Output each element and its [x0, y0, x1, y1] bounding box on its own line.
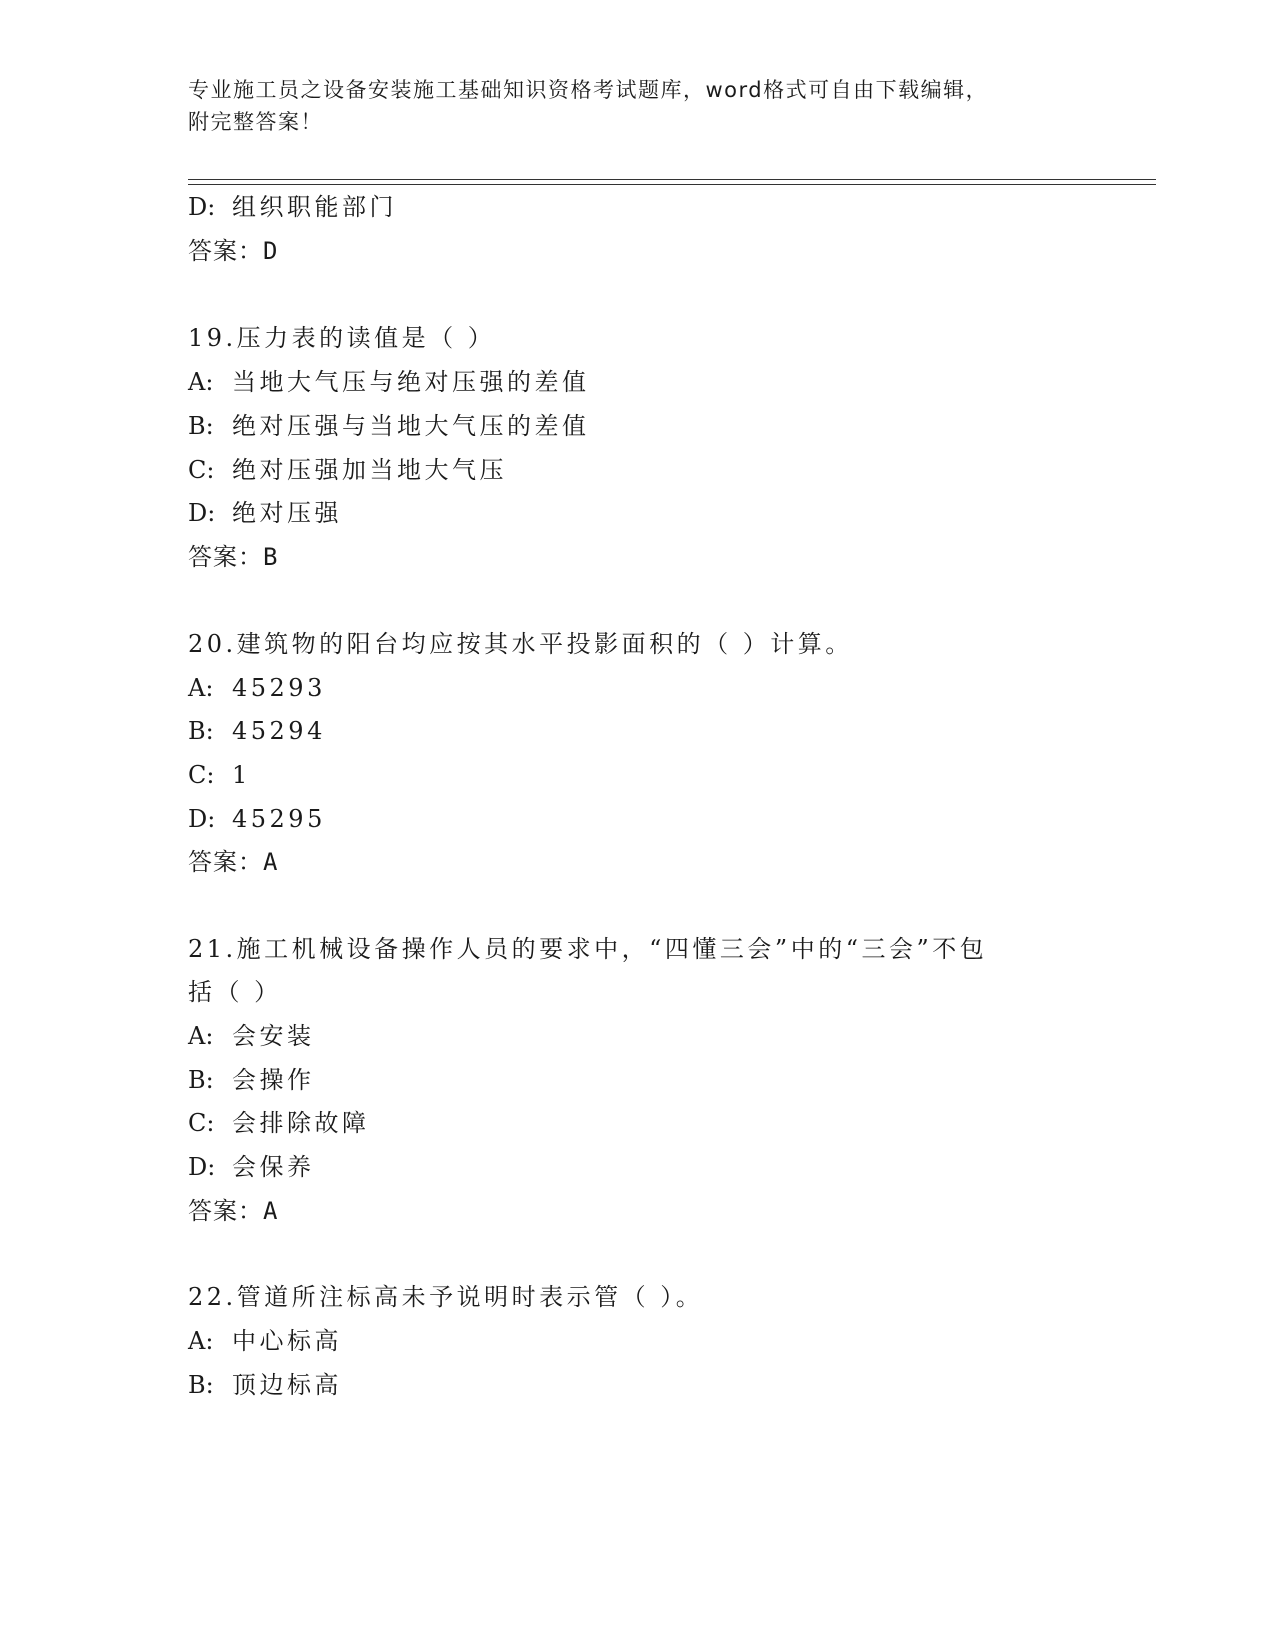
- question-22-text: 22.管道所注标高未予说明时表示管（ ）。: [188, 1283, 704, 1311]
- q22-option-b: [188, 1370, 342, 1400]
- q20-option-c: [188, 760, 251, 790]
- option-text: 中心标高: [232, 1327, 342, 1355]
- answer-value: D: [263, 237, 279, 265]
- q19-option-d: [188, 498, 342, 528]
- q21-answer: [188, 1196, 278, 1226]
- option-text: 组织职能部门: [232, 193, 397, 221]
- header-line-1: 专业施工员之设备安装施工基础知识资格考试题库，word格式可自由下载编辑，: [188, 78, 989, 102]
- answer-value: B: [263, 543, 279, 571]
- answer-label: 答案：: [188, 848, 263, 876]
- option-label: B:: [188, 717, 214, 745]
- header-divider-top: [188, 179, 1156, 180]
- option-text: 当地大气压与绝对压强的差值: [232, 368, 590, 396]
- q20-option-a: [188, 673, 326, 703]
- option-label: C:: [188, 761, 215, 789]
- option-label: D:: [188, 499, 216, 527]
- q19-option-a: [188, 367, 590, 397]
- answer-label: 答案：: [188, 237, 263, 265]
- answer-label: 答案：: [188, 543, 263, 571]
- q20-option-b: [188, 716, 326, 746]
- option-label: B:: [188, 412, 214, 440]
- option-label: A:: [188, 1022, 214, 1050]
- answer-value: A: [263, 848, 279, 876]
- option-text: 顶边标高: [232, 1371, 342, 1399]
- option-label: C:: [188, 456, 215, 484]
- option-text: 1: [232, 761, 251, 789]
- answer-value: A: [263, 1197, 279, 1225]
- option-text: 45293: [232, 674, 326, 702]
- option-text: 45295: [232, 805, 326, 833]
- prev-option-d: [188, 192, 397, 222]
- question-19-text: 19.压力表的读值是（ ）: [188, 324, 496, 352]
- option-label: D:: [188, 193, 216, 221]
- option-label: C:: [188, 1109, 215, 1137]
- prev-answer: [188, 236, 278, 266]
- q21-option-a: [188, 1021, 315, 1051]
- question-21-text-line-2: 括（ ）: [188, 978, 282, 1006]
- header-divider-bottom: [188, 184, 1156, 185]
- option-text: 绝对压强加当地大气压: [232, 456, 507, 484]
- option-text: 会安装: [232, 1022, 315, 1050]
- document-header: [188, 74, 1088, 138]
- option-label: B:: [188, 1066, 214, 1094]
- header-line-2: 附完整答案！: [188, 110, 323, 134]
- q21-option-b: [188, 1065, 315, 1095]
- q21-option-c: [188, 1108, 370, 1138]
- q20-answer: [188, 847, 278, 877]
- option-text: 绝对压强与当地大气压的差值: [232, 412, 590, 440]
- option-text: 会排除故障: [232, 1109, 370, 1137]
- option-label: B:: [188, 1371, 214, 1399]
- option-label: D:: [188, 805, 216, 833]
- q22-option-a: [188, 1326, 342, 1356]
- question-20-text: 20.建筑物的阳台均应按其水平投影面积的（ ）计算。: [188, 630, 853, 658]
- q21-option-d: [188, 1152, 315, 1182]
- option-label: A:: [188, 1327, 214, 1355]
- question-21-text-line-1: 21.施工机械设备操作人员的要求中，“四懂三会”中的“三会”不包: [188, 935, 988, 963]
- option-text: 会保养: [232, 1153, 315, 1181]
- option-label: D:: [188, 1153, 216, 1181]
- q19-option-b: [188, 411, 590, 441]
- answer-label: 答案：: [188, 1197, 263, 1225]
- q19-answer: [188, 542, 278, 572]
- option-text: 会操作: [232, 1066, 315, 1094]
- option-text: 45294: [232, 717, 326, 745]
- q19-option-c: [188, 455, 507, 485]
- option-text: 绝对压强: [232, 499, 342, 527]
- option-label: A:: [188, 368, 214, 396]
- option-label: A:: [188, 674, 214, 702]
- q20-option-d: [188, 804, 326, 834]
